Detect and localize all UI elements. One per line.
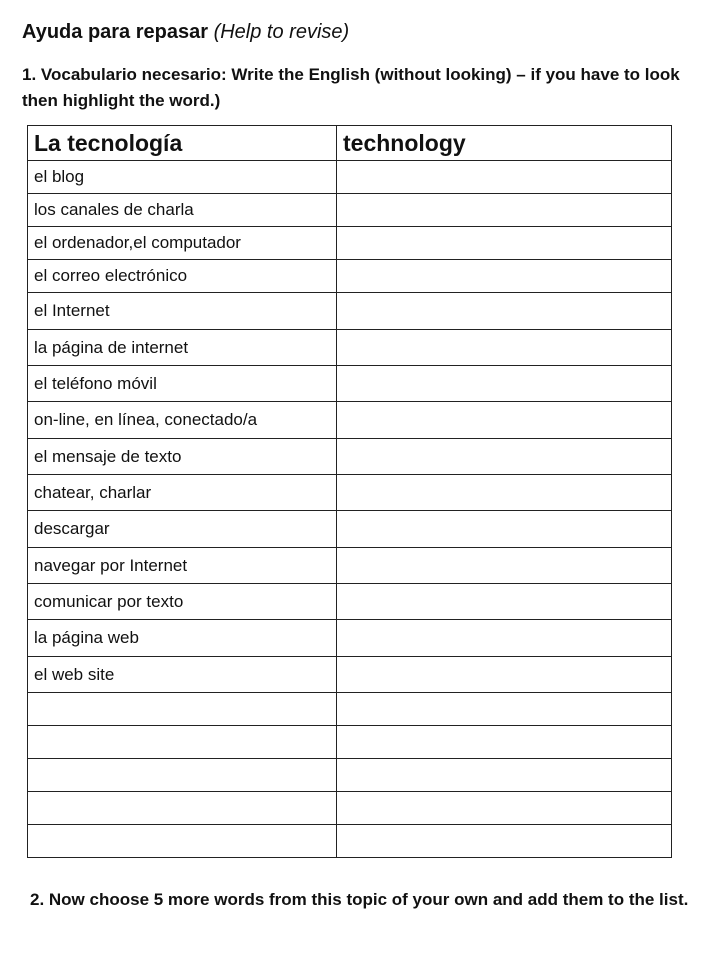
english-answer-cell[interactable]: [337, 161, 672, 194]
spanish-term-cell: el mensaje de texto: [28, 439, 337, 475]
table-row: [28, 792, 672, 825]
table-row: [28, 584, 672, 620]
table-row: [28, 511, 672, 548]
spanish-term-cell: el blog: [28, 161, 337, 194]
english-answer-cell[interactable]: [337, 548, 672, 584]
table-row: [28, 161, 672, 194]
header-spanish: La tecnología: [28, 126, 337, 161]
english-answer-cell[interactable]: [337, 657, 672, 693]
english-answer-cell[interactable]: [337, 330, 672, 366]
table-row: [28, 402, 672, 439]
english-answer-cell[interactable]: [337, 759, 672, 792]
english-answer-cell[interactable]: [337, 693, 672, 726]
table-row: [28, 825, 672, 858]
spanish-term-cell: el Internet: [28, 293, 337, 330]
table-row: [28, 194, 672, 227]
spanish-term-cell: [28, 825, 337, 858]
table-row: [28, 366, 672, 402]
spanish-term-cell: [28, 759, 337, 792]
table-row: [28, 475, 672, 511]
spanish-term-cell: el web site: [28, 657, 337, 693]
table-row: [28, 260, 672, 293]
spanish-term-cell: el ordenador,el computador: [28, 227, 337, 260]
table-row: [28, 759, 672, 792]
table-row: [28, 293, 672, 330]
spanish-term-cell: comunicar por texto: [28, 584, 337, 620]
vocabulary-instruction: 1. Vocabulario necesario: Write the English (without looking) – if you have to look then highlight the word.): [22, 65, 680, 110]
spanish-term-cell: la página web: [28, 620, 337, 657]
spanish-term-cell: la página de internet: [28, 330, 337, 366]
spanish-term-cell: [28, 693, 337, 726]
page-title: [22, 18, 349, 46]
english-answer-cell[interactable]: [337, 293, 672, 330]
table-header-row: [28, 126, 672, 161]
spanish-term-cell: los canales de charla: [28, 194, 337, 227]
english-answer-cell[interactable]: [337, 792, 672, 825]
spanish-term-cell: on-line, en línea, conectado/a: [28, 402, 337, 439]
english-answer-cell[interactable]: [337, 260, 672, 293]
spanish-term-cell: chatear, charlar: [28, 475, 337, 511]
table-row: [28, 439, 672, 475]
english-answer-cell[interactable]: [337, 475, 672, 511]
english-answer-cell[interactable]: [337, 511, 672, 548]
table-row: [28, 548, 672, 584]
table-row: [28, 693, 672, 726]
english-answer-cell[interactable]: [337, 726, 672, 759]
spanish-term-cell: [28, 792, 337, 825]
header-english: technology: [337, 126, 672, 161]
spanish-term-cell: navegar por Internet: [28, 548, 337, 584]
title-main: Ayuda para repasar: [22, 21, 209, 43]
table-row: [28, 620, 672, 657]
english-answer-cell[interactable]: [337, 825, 672, 858]
spanish-term-cell: el teléfono móvil: [28, 366, 337, 402]
english-answer-cell[interactable]: [337, 366, 672, 402]
spanish-term-cell: descargar: [28, 511, 337, 548]
english-answer-cell[interactable]: [337, 227, 672, 260]
table-row: [28, 657, 672, 693]
vocabulary-table: [27, 125, 672, 858]
spanish-term-cell: [28, 726, 337, 759]
english-answer-cell[interactable]: [337, 584, 672, 620]
english-answer-cell[interactable]: [337, 620, 672, 657]
table-row: [28, 227, 672, 260]
english-answer-cell[interactable]: [337, 402, 672, 439]
table-row: [28, 726, 672, 759]
english-answer-cell[interactable]: [337, 194, 672, 227]
spanish-term-cell: el correo electrónico: [28, 260, 337, 293]
table-row: [28, 330, 672, 366]
english-answer-cell[interactable]: [337, 439, 672, 475]
title-translation: (Help to revise): [213, 21, 350, 43]
add-words-instruction: 2. Now choose 5 more words from this topic of your own and add them to the list.: [30, 890, 689, 909]
